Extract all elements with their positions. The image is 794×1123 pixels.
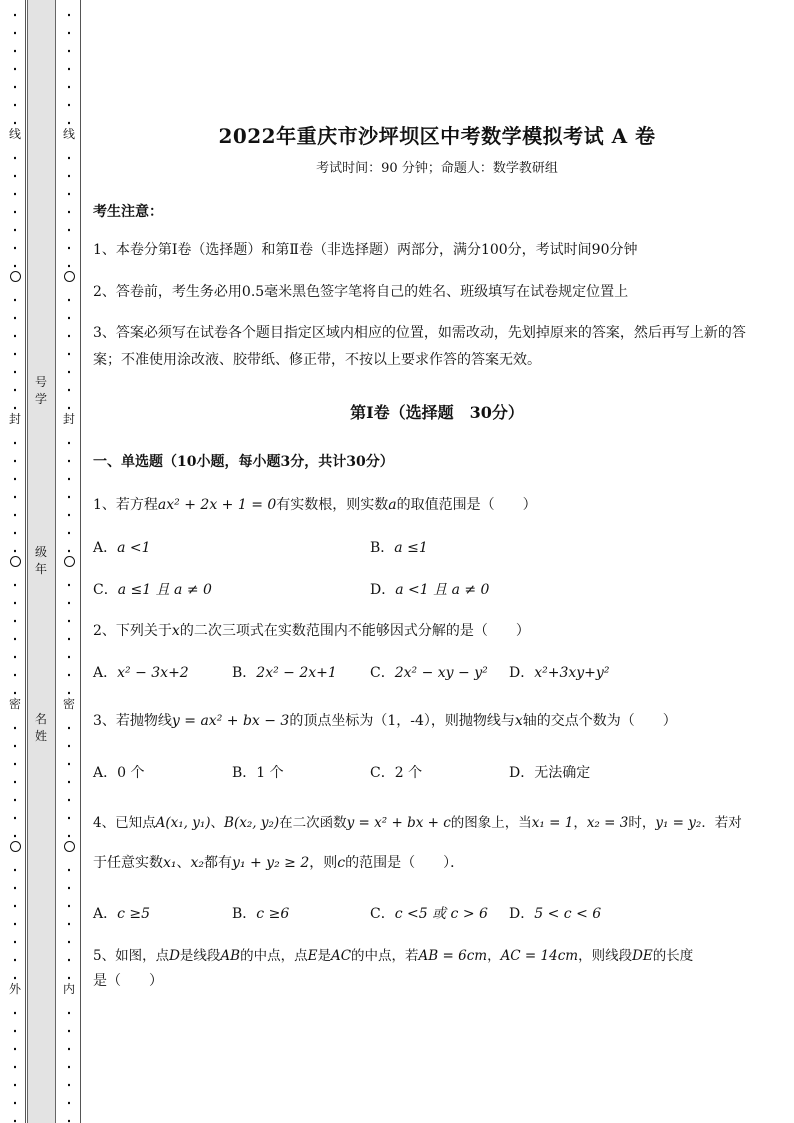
seal-mark-feng: 封 — [62, 412, 75, 426]
inner-seal-line — [60, 0, 78, 1123]
ring-icon — [10, 841, 21, 852]
option-d: D．x²+3xy+y² — [509, 665, 610, 681]
option-a: A．x² − 3x+2 — [93, 665, 189, 681]
notice-item: 1、本卷分第Ⅰ卷（选择题）和第Ⅱ卷（非选择题）两部分，满分100分，考试时间90分钟 — [93, 242, 638, 258]
seal-mark-xian: 线 — [62, 127, 75, 141]
seal-mark-feng: 封 — [8, 412, 21, 426]
ring-icon — [64, 841, 75, 852]
ring-icon — [10, 271, 21, 282]
question-2: 2、下列关于x的二次三项式在实数范围内不能够因式分解的是（ ） — [93, 623, 530, 639]
option-d: D．5 < c < 6 — [509, 906, 602, 922]
question-5-line-2: 是（ ） — [93, 973, 163, 989]
ring-icon — [64, 556, 75, 567]
exam-subtitle: 考试时间：90 分钟；命题人：数学教研组 — [316, 161, 558, 176]
exam-title: 2022年重庆市沙坪坝区中考数学模拟考试 A 卷 — [218, 124, 656, 148]
margin-divider — [80, 0, 81, 1123]
question-4-line-2: 于任意实数x₁、x₂都有y₁ + y₂ ≥ 2，则c的范围是（ ）． — [93, 855, 465, 871]
question-5-line-1: 5、如图，点D是线段AB的中点，点E是AC的中点，若AB = 6cm，AC = 14cm，则线段DE的长度 — [93, 948, 694, 964]
margin-divider — [25, 0, 26, 1123]
question-3: 3、若抛物线y = ax² + bx − 3的顶点坐标为（1，-4），则抛物线与x轴的交点个数为（ ） — [93, 713, 677, 729]
option-c: C．a ≤1 且 a ≠ 0 — [93, 582, 212, 598]
option-a: A．c ≥5 — [93, 906, 151, 922]
notice-item: 2、答卷前，考生务必用0.5毫米黑色签字笔将自己的姓名、班级填写在试卷规定位置上 — [93, 284, 629, 300]
class-label: 级 年 — [34, 545, 47, 576]
question-4-line-1: 4、已知点A(x₁, y₁)、B(x₂, y₂)在二次函数y = x² + bx + c的图象上，当x₁ = 1，x₂ = 3时，y₁ = y₂．若对 — [93, 815, 742, 831]
seal-mark-wai: 外 — [8, 982, 21, 996]
section-title: 第Ⅰ卷（选择题 30分） — [350, 403, 524, 422]
option-a: A．0 个 — [93, 765, 145, 781]
option-b: B．1 个 — [232, 765, 284, 781]
name-label: 名 姓 — [34, 712, 47, 743]
seal-mark-xian: 线 — [8, 127, 21, 141]
notice-item: 3、答案必须写在试卷各个题目指定区域内相应的位置，如需改动，先划掉原来的答案，然后再写上新的答案；不准使用涂改液、胶带纸、修正带，不按以上要求作答的答案无效。 — [93, 325, 746, 368]
option-a: A．a <1 — [93, 540, 151, 556]
notice-heading: 考生注意： — [93, 204, 163, 220]
seal-mark-mi: 密 — [62, 697, 75, 711]
ring-icon — [64, 271, 75, 282]
option-b: B．2x² − 2x+1 — [232, 665, 337, 681]
option-b: B．c ≥6 — [232, 906, 290, 922]
option-b: B．a ≤1 — [370, 540, 428, 556]
seal-mark-nei: 内 — [62, 982, 75, 996]
question-1: 1、若方程ax² + 2x + 1 = 0有实数根，则实数a的取值范围是（ ） — [93, 497, 537, 513]
seal-mark-mi: 密 — [8, 697, 21, 711]
outer-seal-line — [6, 0, 24, 1123]
option-c: C．c <5 或 c > 6 — [370, 906, 488, 922]
option-d: D．a <1 且 a ≠ 0 — [370, 582, 490, 598]
ring-icon — [10, 556, 21, 567]
option-d: D．无法确定 — [509, 765, 591, 781]
option-c: C．2 个 — [370, 765, 423, 781]
student-number-label: 号 学 — [34, 375, 47, 406]
part-heading: 一、单选题（10小题，每小题3分，共计30分） — [93, 454, 394, 470]
option-c: C．2x² − xy − y² — [370, 665, 488, 681]
